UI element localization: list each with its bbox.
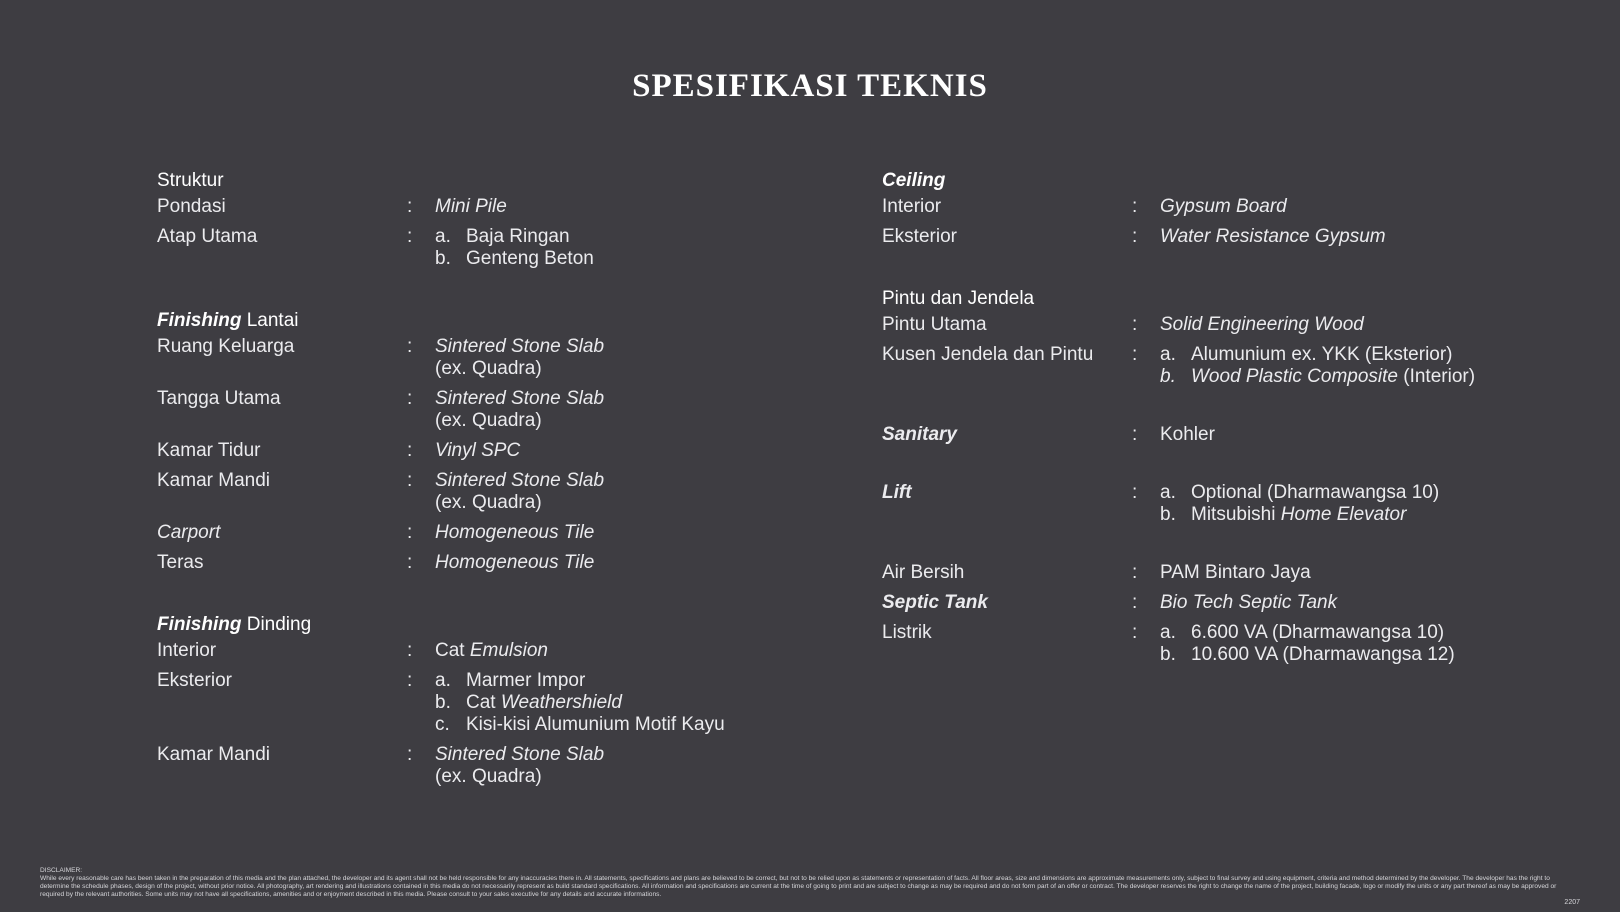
list-item: a. Baja Ringan: [435, 226, 570, 247]
list-item: c. Kisi-kisi Alumunium Motif Kayu: [435, 714, 725, 735]
spec-label: Eksterior: [157, 670, 232, 691]
colon: :: [1132, 482, 1138, 503]
spec-row-sanitary: [882, 424, 1582, 446]
spec-row-ceiling-interior: [882, 196, 1582, 218]
spec-value: PAM Bintaro Jaya: [1160, 562, 1311, 583]
section-finishing-dinding: [157, 610, 797, 788]
colon: :: [1132, 424, 1138, 445]
spec-value: Solid Engineering Wood: [1160, 314, 1364, 335]
spec-value: Sintered Stone Slab (ex. Quadra): [435, 470, 605, 513]
right-column: [882, 166, 1582, 666]
spec-row-lift: [882, 482, 1582, 526]
spec-label: Teras: [157, 552, 204, 573]
list-item: a. Optional (Dharmawangsa 10): [1160, 482, 1440, 503]
spec-label: Listrik: [882, 622, 932, 643]
spec-row-kamar-tidur: [157, 440, 797, 462]
spec-value: Gypsum Board: [1160, 196, 1287, 217]
heading-finishing-lantai: Finishing Lantai: [157, 310, 299, 331]
spec-label: Ruang Keluarga: [157, 336, 295, 357]
spec-row-carport: [157, 522, 797, 544]
colon: :: [407, 336, 413, 357]
colon: :: [407, 744, 413, 765]
colon: :: [407, 226, 413, 247]
spec-row-kamar-mandi-dinding: [157, 744, 797, 788]
spec-value-list: [1160, 344, 1582, 388]
colon: :: [407, 640, 413, 661]
spec-label: Kusen Jendela dan Pintu: [882, 344, 1094, 365]
heading-struktur: Struktur: [157, 170, 224, 191]
spec-value: Sintered Stone Slab (ex. Quadra): [435, 744, 605, 787]
spec-row-air-bersih: [882, 562, 1582, 584]
spec-label: Carport: [157, 522, 221, 543]
spec-row-tangga: [157, 388, 797, 432]
spec-value: Cat Emulsion: [435, 640, 549, 661]
colon: :: [407, 522, 413, 543]
colon: :: [1132, 226, 1138, 247]
spec-label: Pintu Utama: [882, 314, 987, 335]
spec-row-pintu-utama: [882, 314, 1582, 336]
spec-label: Tangga Utama: [157, 388, 281, 409]
spec-value: Water Resistance Gypsum: [1160, 226, 1386, 247]
colon: :: [407, 440, 413, 461]
spec-row-interior: [157, 640, 797, 662]
heading-pintu-jendela: Pintu dan Jendela: [882, 288, 1035, 309]
spec-row-kusen: [882, 344, 1582, 388]
spec-value: Homogeneous Tile: [435, 552, 595, 573]
section-pintu-jendela: [882, 284, 1582, 388]
spec-label: Pondasi: [157, 196, 226, 217]
left-column: [157, 166, 797, 788]
spec-value-list: [1160, 482, 1582, 526]
spec-row-pondasi: [157, 196, 797, 218]
spec-label: Kamar Tidur: [157, 440, 261, 461]
colon: :: [1132, 196, 1138, 217]
colon: :: [407, 388, 413, 409]
colon: :: [1132, 344, 1138, 365]
colon: :: [1132, 314, 1138, 335]
spec-value: Kohler: [1160, 424, 1215, 445]
colon: :: [407, 552, 413, 573]
list-item: b. 10.600 VA (Dharmawangsa 12): [1160, 644, 1455, 665]
spec-value-list: [1160, 622, 1582, 666]
spec-label: Air Bersih: [882, 562, 965, 583]
disclaimer-text: While every reasonable care has been taken in the preparation of this media and the plan attached, the developer and its agent shall not be held responsible for any inaccuracies there in. All statements, specifications and plans are believed to be correct, but not to be relied upon as statements or representation of facts. All floor areas, size and dimensions are approximate measurements only, subject to final survey and using equipment, criteria and method determined by the developer. The developer has the right to determine the schedule phases, design of the project, without prior notice. All photography, art rendering and illustrations contained in this media do not necessarily represent as build standard specifications. All information and specifications are current at the time of going to print and are subject to change as may be required and do not form part of an offer or contract. The developer reserves the right to change the name of the project, building facade, logo or modify the units or any part thereof as may be approved or required by the relevant authorities. Some units may not have all specifications, amenities and or enjoyment described in this media. Please consult to your sales executive for any details and accurate informations.: [40, 875, 1557, 898]
section-struktur: [157, 166, 797, 270]
spec-row-septic-tank: [882, 592, 1582, 614]
spec-row-ruang-keluarga: [157, 336, 797, 380]
colon: :: [407, 196, 413, 217]
colon: :: [407, 670, 413, 691]
list-item: b. Genteng Beton: [435, 248, 594, 269]
spec-value-list: [435, 226, 797, 270]
section-ceiling: [882, 166, 1582, 248]
list-item: b. Wood Plastic Composite (Interior): [1160, 366, 1476, 387]
page-number: 2207: [1564, 899, 1580, 906]
spec-row-eksterior: [157, 670, 797, 736]
disclaimer-heading: DISCLAIMER:: [40, 867, 83, 874]
spec-label: Lift: [882, 482, 912, 503]
spec-value-list: [435, 670, 797, 736]
spec-row-listrik: [882, 622, 1582, 666]
spec-label: Kamar Mandi: [157, 744, 270, 765]
spec-value: Bio Tech Septic Tank: [1160, 592, 1338, 613]
colon: :: [407, 470, 413, 491]
list-item: b. Mitsubishi Home Elevator: [1160, 504, 1407, 525]
colon: :: [1132, 592, 1138, 613]
spec-label: Interior: [882, 196, 942, 217]
spec-value: Homogeneous Tile: [435, 522, 595, 543]
heading-finishing-dinding: Finishing Dinding: [157, 614, 312, 635]
spec-label: Kamar Mandi: [157, 470, 270, 491]
colon: :: [1132, 562, 1138, 583]
spec-row-ceiling-eksterior: [882, 226, 1582, 248]
spec-value: Mini Pile: [435, 196, 507, 217]
list-item: a. 6.600 VA (Dharmawangsa 10): [1160, 622, 1445, 643]
page-title: SPESIFIKASI TEKNIS: [632, 68, 988, 104]
spec-value: Vinyl SPC: [435, 440, 521, 461]
spec-row-teras: [157, 552, 797, 574]
spec-row-atap: [157, 226, 797, 270]
disclaimer: [40, 867, 1580, 899]
spec-label: Interior: [157, 640, 217, 661]
spec-label: Septic Tank: [882, 592, 988, 613]
spec-label: Eksterior: [882, 226, 957, 247]
spec-label: Sanitary: [882, 424, 957, 445]
list-item: b. Cat Weathershield: [435, 692, 622, 713]
list-item: a. Alumunium ex. YKK (Eksterior): [1160, 344, 1453, 365]
list-item: a. Marmer Impor: [435, 670, 586, 691]
section-finishing-lantai: [157, 306, 797, 574]
spec-label: Atap Utama: [157, 226, 258, 247]
spec-value: Sintered Stone Slab (ex. Quadra): [435, 388, 605, 431]
spec-value: Sintered Stone Slab (ex. Quadra): [435, 336, 605, 379]
spec-row-kamar-mandi: [157, 470, 797, 514]
colon: :: [1132, 622, 1138, 643]
heading-ceiling: Ceiling: [882, 170, 946, 191]
